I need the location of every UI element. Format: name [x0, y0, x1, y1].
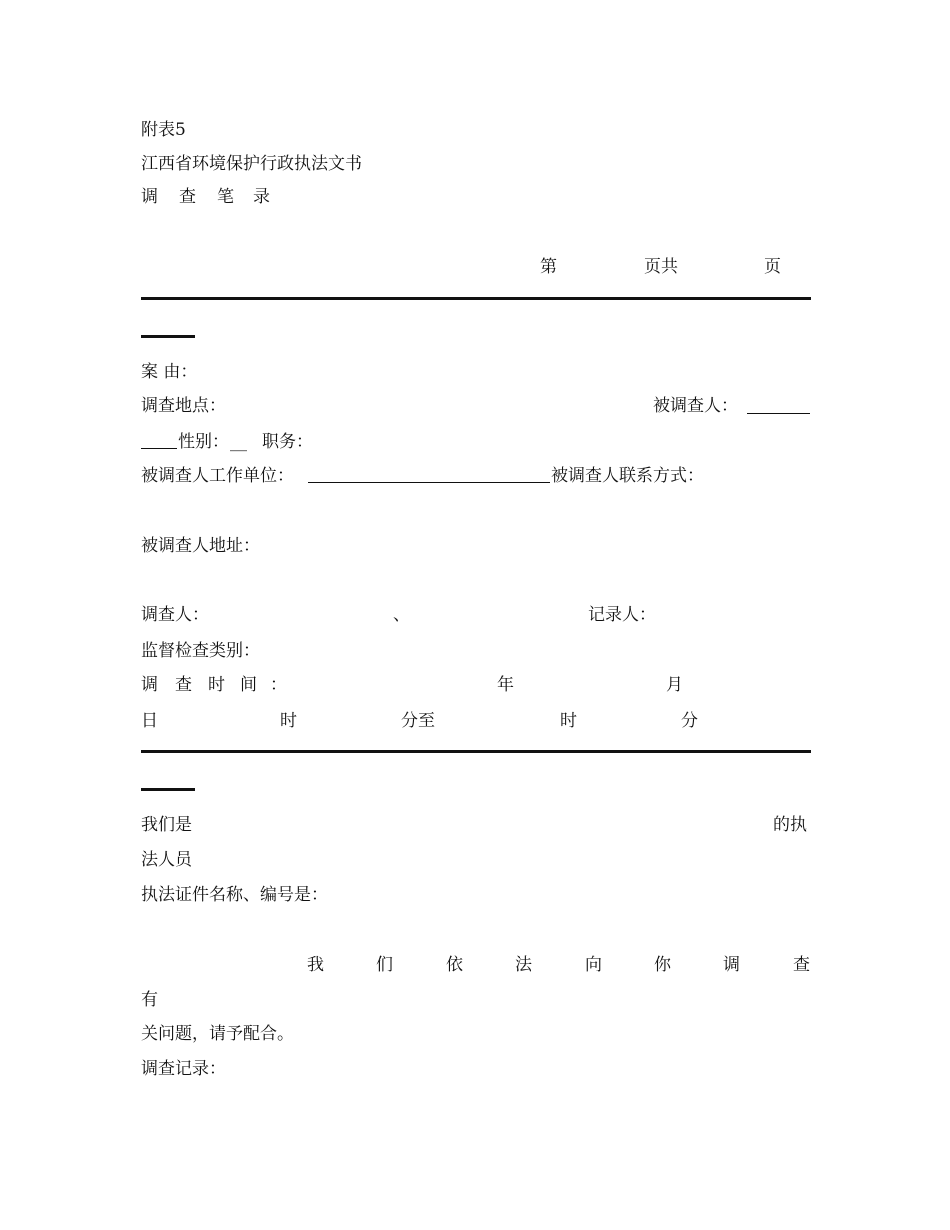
respondent-blank[interactable] [747, 399, 810, 414]
divider-line-2 [141, 750, 811, 753]
stmt-char-2: 们 [376, 955, 393, 975]
respondent-label: 被调查人： [653, 396, 738, 416]
divider-line-1 [141, 297, 811, 300]
stmt-char-5: 向 [585, 955, 602, 975]
recorder-label: 记录人： [588, 605, 656, 625]
de-zhi-text: 的执 [773, 815, 807, 835]
month-label: 月 [666, 675, 683, 695]
time-char-1: 调 [141, 675, 158, 695]
time-char-5: ： [270, 675, 287, 695]
stmt-char-1: 我 [307, 955, 324, 975]
gender-label: 性别： [178, 432, 229, 452]
investigator-separator: 、 [393, 605, 410, 625]
time-char-3: 时 [208, 675, 225, 695]
work-unit-blank[interactable] [308, 468, 550, 483]
stmt-char-7: 调 [723, 955, 740, 975]
minute-to-label: 分至 [401, 711, 435, 731]
case-reason-label: 案 由： [141, 362, 198, 382]
minute2-label: 分 [681, 711, 698, 731]
title-char-3: 笔 [217, 187, 234, 207]
appendix-label: 附表5 [141, 120, 186, 140]
divider-line-2-tail [141, 788, 195, 791]
enforcement-officer-text: 法人员 [141, 850, 192, 870]
title-char-1: 调 [141, 187, 158, 207]
record-label: 调查记录： [141, 1059, 226, 1079]
stmt-char-6: 你 [654, 955, 671, 975]
day-label: 日 [141, 711, 158, 731]
year-label: 年 [497, 675, 514, 695]
cooperate-text: 关问题，请予配合。 [141, 1024, 294, 1044]
respondent-blank-cont[interactable] [141, 434, 177, 449]
certificate-label: 执法证件名称、编号是： [141, 885, 328, 905]
time-char-2: 查 [175, 675, 192, 695]
gender-blank[interactable]: __ [230, 432, 247, 452]
stmt-char-8: 查 [793, 955, 810, 975]
contact-label: 被调查人联系方式： [551, 466, 704, 486]
title-char-2: 查 [179, 187, 196, 207]
stmt-char-4: 法 [515, 955, 532, 975]
location-label: 调查地点： [141, 396, 226, 416]
position-label: 职务： [262, 432, 313, 452]
work-unit-label: 被调查人工作单位： [141, 466, 294, 486]
stmt-char-3: 依 [446, 955, 463, 975]
time-char-4: 间 [240, 675, 257, 695]
hour2-label: 时 [560, 711, 577, 731]
you-text: 有 [141, 990, 158, 1010]
page-ye-gong: 页共 [644, 257, 678, 277]
address-label: 被调查人地址： [141, 536, 260, 556]
we-are-text: 我们是 [141, 815, 192, 835]
divider-line-1-tail [141, 335, 195, 338]
issuing-authority: 江西省环境保护行政执法文书 [141, 154, 362, 174]
title-char-4: 录 [253, 187, 270, 207]
page-ye: 页 [764, 257, 781, 277]
page-di: 第 [540, 257, 557, 277]
hour-label: 时 [280, 711, 297, 731]
investigator-label: 调查人： [141, 605, 209, 625]
inspection-type-label: 监督检查类别： [141, 641, 260, 661]
